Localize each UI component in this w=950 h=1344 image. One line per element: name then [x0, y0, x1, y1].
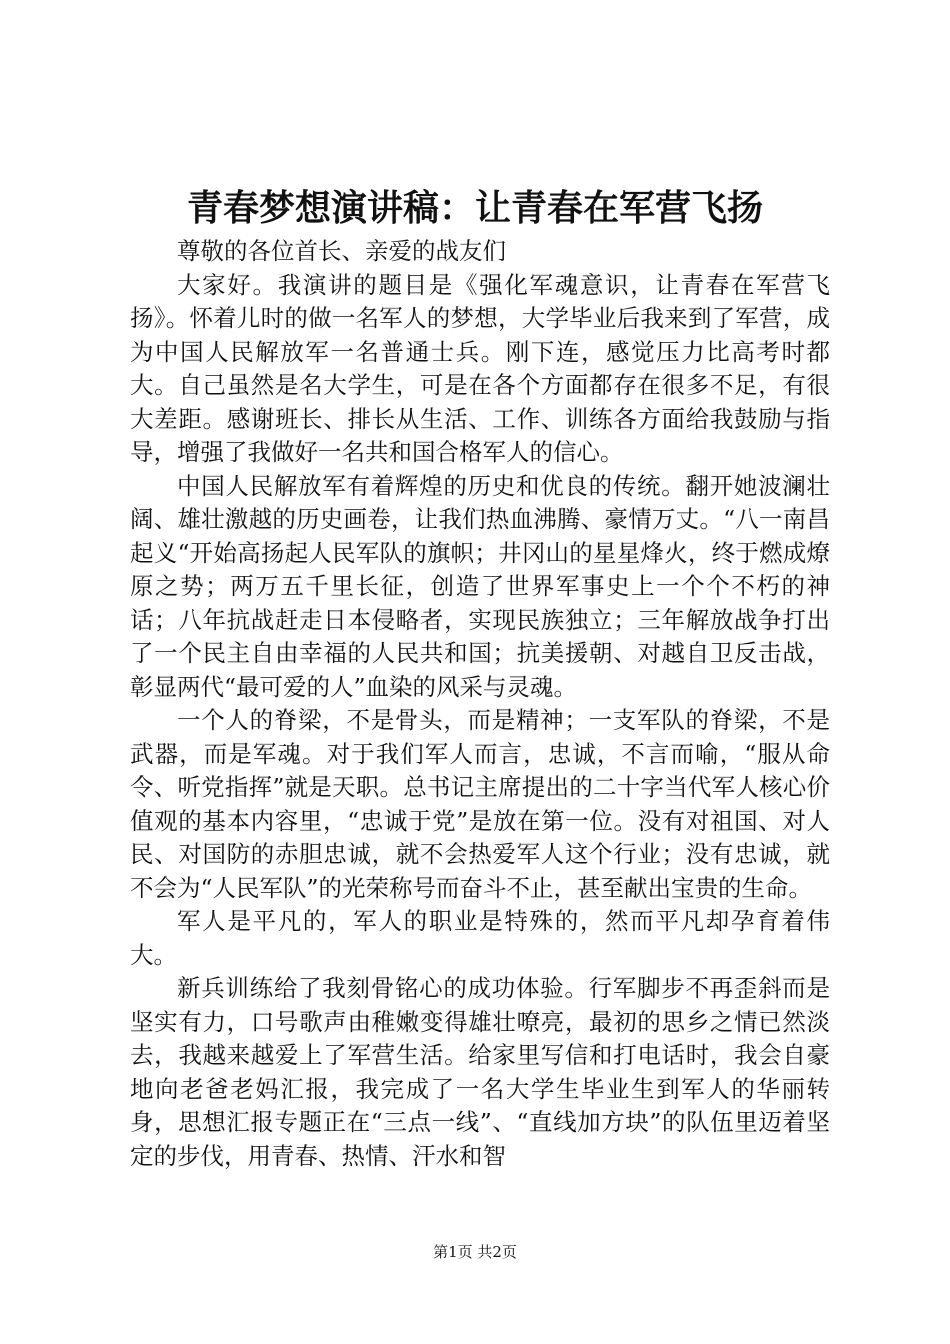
page-number-footer: 第1页 共2页: [433, 1243, 517, 1261]
document-title: 青春梦想演讲稿：让青春在军营飞扬: [186, 187, 763, 229]
loyalty-paragraph: 一个人的脊梁，不是骨头，而是精神；一支军队的脊梁，不是武器，而是军魂。对于我们军人而言，忠诚，不言而喻，“服从命令、听党指挥”就是天职。总书记主席提出的二十字当代军人核心价值观的基本内容里，“忠诚于党”是放在第一位。没有对祖国、对人民、对国防的赤胆忠诚，就不会热爱军人这个行业；没有忠诚，就不会为“人民军队”的光荣称号而奋斗不止，甚至献出宝贵的生命。: [130, 706, 830, 902]
ordinary-paragraph: 军人是平凡的，军人的职业是特殊的，然而平凡却孕育着伟大。: [130, 907, 830, 969]
history-paragraph: 中国人民解放军有着辉煌的历史和优良的传统。翻开她波澜壮阔、雄壮激越的历史画卷，让我们热血沸腾、豪情万丈。“八一南昌起义“开始高扬起人民军队的旗帜；井冈山的星星烽火，终于燃成燎原之势；两万五千里长征，创造了世界军事史上一个个不朽的神话；八年抗战赶走日本侵略者，实现民族独立；三年解放战争打出了一个民主自由幸福的人民共和国；抗美援朝、对越自卫反击战，彰显两代“最可爱的人”血染的风采与灵魂。: [130, 471, 830, 701]
training-paragraph: 新兵训练给了我刻骨铭心的成功体验。行军脚步不再歪斜而是坚实有力，口号歌声由稚嫩变得雄壮嘹亮，最初的思乡之情已然淡去，我越来越爱上了军营生活。给家里写信和打电话时，我会自豪地向老爸老妈汇报，我完成了一名大学生毕业生到军人的华丽转身，思想汇报专题正在“三点一线”、“直线加方块”的队伍里迈着坚定的步伐，用青春、热情、汗水和智: [130, 974, 830, 1170]
intro-paragraph: 大家好。我演讲的题目是《强化军魂意识，让青春在军营飞扬》。怀着儿时的做一名军人的梦想，大学毕业后我来到了军营，成为中国人民解放军一名普通士兵。刚下连，感觉压力比高考时都大。自己虽然是名大学生，可是在各个方面都存在很多不足，有很大差距。感谢班长、排长从生活、工作、训练各方面给我鼓励与指导，增强了我做好一名共和国合格军人的信心。: [130, 270, 830, 466]
document-body: [130, 235, 830, 1173]
salutation-paragraph: 尊敬的各位首长、亲爱的战友们: [177, 237, 506, 265]
